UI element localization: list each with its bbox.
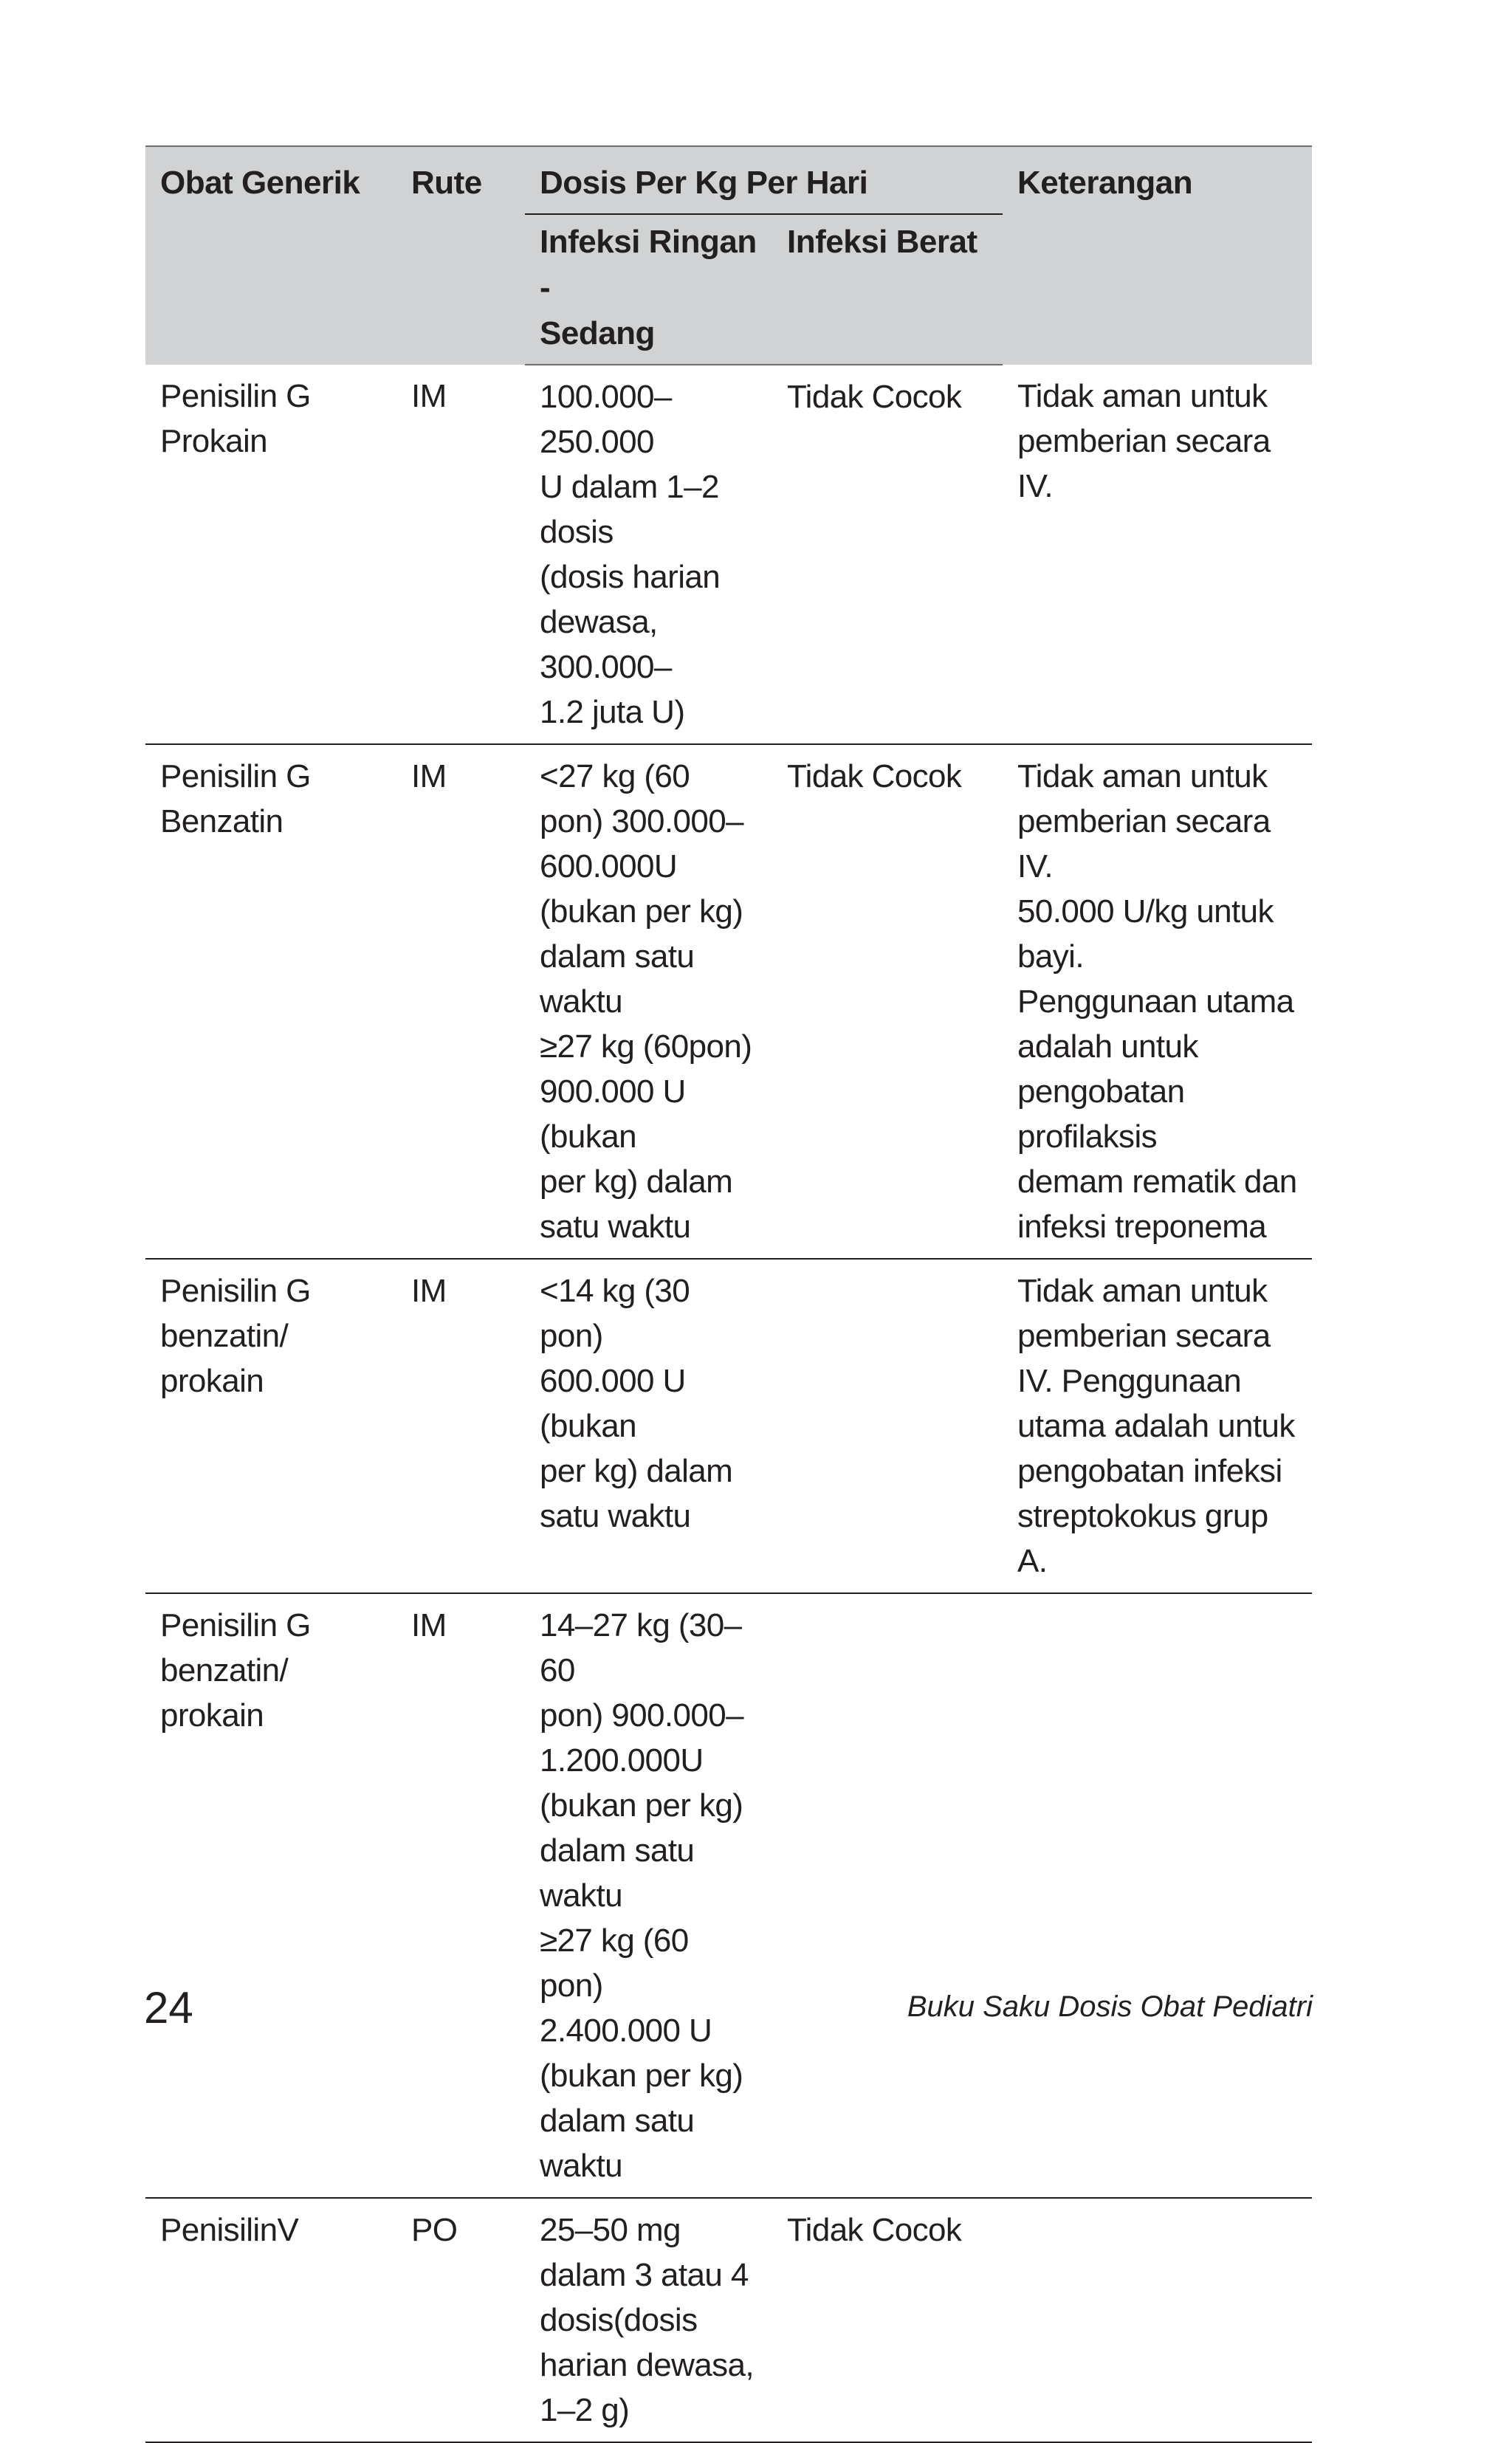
cell-mild: <27 kg (60 pon) 300.000– 600.000U (bukan per kg) dalam satu waktu ≥27 kg (60pon) 900.000 U (bukan per kg) dalam satu waktu — [525, 744, 772, 1259]
table-row — [145, 365, 1312, 744]
cell-mild: 14–27 kg (30–60 pon) 900.000– 1.200.000U (bukan per kg) dalam satu waktu ≥27 kg (60 pon) 2.400.000 U (bukan per kg) dalam satu waktu — [525, 1593, 772, 2198]
header-severe: Infeksi Berat — [772, 215, 1003, 365]
cell-route: IM — [396, 365, 525, 744]
table-row — [145, 1593, 1312, 2198]
book-title: Buku Saku Dosis Obat Pediatri — [907, 1990, 1313, 2023]
header-drug: Obat Generik — [145, 146, 396, 365]
page-number: 24 — [144, 1983, 193, 2033]
table-header — [145, 146, 1312, 365]
cell-notes: Tidak aman untuk pemberian secara IV. 50.000 U/kg untuk bayi. Penggunaan utama adalah untuk pengobatan profilaksis demam rematik dan infeksi treponema — [1003, 744, 1312, 1259]
cell-drug: Penisilin G benzatin/ prokain — [145, 1593, 396, 2198]
header-dose-group — [525, 146, 1003, 215]
header-dose-group-label: Dosis Per Kg Per Hari — [540, 165, 868, 201]
cell-severe: Tidak Cocok — [772, 744, 1003, 1259]
cell-drug: PenisilinV — [145, 2198, 396, 2442]
header-mild: Infeksi Ringan - Sedang — [525, 215, 772, 365]
cell-notes: Tidak aman untuk pemberian secara IV. — [1003, 365, 1312, 744]
cell-severe — [772, 1593, 1003, 2198]
table-body — [145, 365, 1312, 2442]
cell-mild: <14 kg (30 pon) 600.000 U (bukan per kg) dalam satu waktu — [525, 1259, 772, 1593]
header-notes: Keterangan — [1003, 146, 1312, 365]
cell-notes — [1003, 1593, 1312, 2198]
table-row — [145, 2198, 1312, 2442]
table-row — [145, 1259, 1312, 1593]
cell-route: IM — [396, 1259, 525, 1593]
cell-route: IM — [396, 1593, 525, 2198]
cell-mild: 100.000–250.000 U dalam 1–2 dosis (dosis harian dewasa, 300.000– 1.2 juta U) — [525, 365, 772, 744]
cell-mild: 25–50 mg dalam 3 atau 4 dosis(dosis harian dewasa, 1–2 g) — [525, 2198, 772, 2442]
table-row — [145, 744, 1312, 1259]
cell-drug: Penisilin G Benzatin — [145, 744, 396, 1259]
cell-route: IM — [396, 744, 525, 1259]
cell-severe: Tidak Cocok — [772, 2198, 1003, 2442]
cell-drug: Penisilin G Prokain — [145, 365, 396, 744]
cell-drug: Penisilin G benzatin/ prokain — [145, 1259, 396, 1593]
header-route: Rute — [396, 146, 525, 365]
cell-severe: Tidak Cocok — [772, 365, 1003, 744]
cell-notes — [1003, 2198, 1312, 2442]
cell-notes: Tidak aman untuk pemberian secara IV. Penggunaan utama adalah untuk pengobatan infeksi streptokokus grup A. — [1003, 1259, 1312, 1593]
dose-table — [145, 145, 1312, 2443]
cell-severe — [772, 1259, 1003, 1593]
header-group-divider — [525, 213, 1003, 215]
cell-route: PO — [396, 2198, 525, 2442]
